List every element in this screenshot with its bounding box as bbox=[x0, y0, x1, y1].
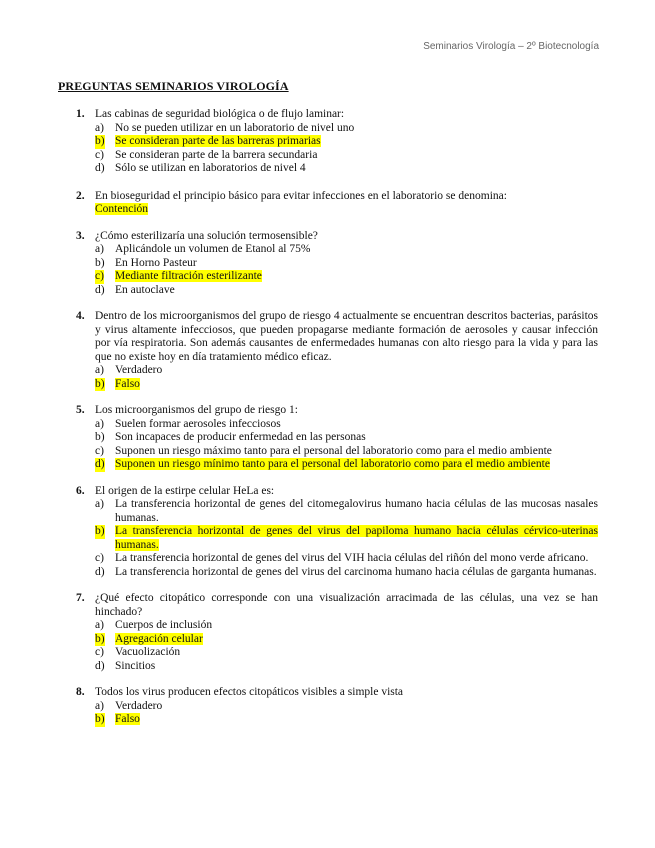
option-letter: d) bbox=[95, 565, 105, 578]
option-letter: c) bbox=[95, 552, 104, 564]
option-list bbox=[95, 243, 598, 297]
option-letter: d) bbox=[95, 283, 105, 296]
question-stem: ¿Cómo esterilizaría una solución termosensible? bbox=[95, 229, 318, 242]
question-item bbox=[58, 108, 598, 176]
question-number: 1. bbox=[76, 108, 85, 120]
answer-option bbox=[95, 633, 598, 647]
option-letter: a) bbox=[95, 364, 104, 376]
option-text: La transferencia horizontal de genes del virus del VIH hacia células del riñón del mono verde africano. bbox=[115, 552, 589, 564]
question-number: 7. bbox=[76, 592, 85, 604]
option-letter: a) bbox=[95, 498, 104, 510]
option-text: No se pueden utilizar en un laboratorio de nivel uno bbox=[115, 121, 355, 134]
option-letter: a) bbox=[95, 243, 104, 255]
option-text-highlighted: La transferencia horizontal de genes del virus del papiloma humano hacia células cérvico-uterinas humanas. bbox=[115, 525, 598, 551]
option-text: Vacuolización bbox=[115, 646, 181, 658]
option-text: Sincitios bbox=[115, 659, 156, 672]
option-letter: d) bbox=[95, 162, 105, 174]
answer-option bbox=[95, 552, 598, 566]
question-stem: Las cabinas de seguridad biológica o de flujo laminar: bbox=[95, 108, 345, 120]
option-letter: b) bbox=[95, 377, 105, 390]
option-text: Suelen formar aerosoles infecciosos bbox=[115, 417, 281, 430]
answer-option bbox=[95, 149, 598, 163]
question-item bbox=[58, 230, 598, 298]
option-text: Verdadero bbox=[115, 699, 163, 712]
option-letter: a) bbox=[95, 619, 104, 631]
answer-option bbox=[95, 713, 598, 727]
question-item bbox=[58, 310, 598, 391]
option-letter: a) bbox=[95, 121, 104, 134]
question-list bbox=[58, 108, 598, 727]
option-list bbox=[95, 122, 598, 176]
option-letter: c) bbox=[95, 444, 104, 457]
answer-option bbox=[95, 700, 598, 714]
option-letter: b) bbox=[95, 256, 105, 269]
option-text: La transferencia horizontal de genes del virus del carcinoma humano hacia células de garganta humanas. bbox=[115, 565, 597, 578]
answer-option bbox=[95, 418, 598, 432]
question-item bbox=[58, 190, 598, 217]
option-text: En Horno Pasteur bbox=[115, 256, 197, 269]
question-stem: Todos los virus producen efectos citopáticos visibles a simple vista bbox=[95, 686, 404, 698]
answer-option bbox=[95, 445, 598, 459]
answer-option bbox=[95, 122, 598, 136]
answer-option bbox=[95, 660, 598, 674]
option-letter: d) bbox=[95, 458, 105, 470]
option-text: Suponen un riesgo máximo tanto para el personal del laboratorio como para el medio ambiente bbox=[115, 444, 552, 457]
option-text: Cuerpos de inclusión bbox=[115, 619, 213, 631]
question-item bbox=[58, 592, 598, 673]
answer-option bbox=[95, 284, 598, 298]
option-text-highlighted: Falso bbox=[115, 377, 140, 390]
option-list bbox=[95, 700, 598, 727]
option-text: La transferencia horizontal de genes del citomegalovirus humano hacia células de las mucosas nasales humanas. bbox=[115, 498, 598, 524]
option-letter: c) bbox=[95, 646, 104, 658]
question-number: 6. bbox=[76, 484, 85, 497]
question-item bbox=[58, 485, 598, 580]
answer-option bbox=[95, 135, 598, 149]
answer-option bbox=[95, 162, 598, 176]
option-text: Aplicándole un volumen de Etanol al 75% bbox=[115, 243, 311, 255]
option-text: Se consideran parte de la barrera secundaria bbox=[115, 148, 318, 161]
option-text-highlighted: Se consideran parte de las barreras primarias bbox=[115, 135, 321, 147]
answer-option bbox=[95, 458, 598, 472]
question-stem: En bioseguridad el principio básico para evitar infecciones en el laboratorio se denomina: bbox=[95, 189, 507, 202]
option-letter: a) bbox=[95, 417, 104, 430]
option-text: Verdadero bbox=[115, 364, 163, 376]
answer-option bbox=[95, 270, 598, 284]
option-text-highlighted: Falso bbox=[115, 713, 140, 725]
answer-option bbox=[95, 243, 598, 257]
answer-option bbox=[95, 498, 598, 525]
option-letter: b) bbox=[95, 632, 105, 645]
option-text-highlighted: Agregación celular bbox=[115, 632, 203, 645]
question-stem: Los microorganismos del grupo de riesgo 1: bbox=[95, 404, 298, 416]
answer-option bbox=[95, 566, 598, 580]
option-text: En autoclave bbox=[115, 283, 175, 296]
option-letter: c) bbox=[95, 270, 104, 282]
option-letter: d) bbox=[95, 659, 105, 672]
question-number: 4. bbox=[76, 310, 85, 322]
option-text-highlighted: Suponen un riesgo mínimo tanto para el personal del laboratorio como para el medio ambiente bbox=[115, 458, 550, 470]
question-stem: ¿Qué efecto citopático corresponde con una visualización arracimada de las células, una vez se han hinchado? bbox=[95, 592, 598, 618]
option-text: Sólo se utilizan en laboratorios de nivel 4 bbox=[115, 162, 306, 174]
option-list bbox=[95, 364, 598, 391]
option-list bbox=[95, 498, 598, 579]
answer-option bbox=[95, 646, 598, 660]
question-number: 5. bbox=[76, 404, 85, 416]
answer-option bbox=[95, 364, 598, 378]
option-letter: a) bbox=[95, 699, 104, 712]
running-header: Seminarios Virología – 2º Biotecnología bbox=[423, 41, 599, 52]
question-number: 2. bbox=[76, 189, 85, 202]
option-text: Son incapaces de producir enfermedad en las personas bbox=[115, 431, 366, 443]
option-letter: b) bbox=[95, 135, 105, 147]
answer-text: Contención bbox=[95, 203, 149, 215]
answer-option bbox=[95, 378, 598, 392]
answer-option bbox=[95, 525, 598, 552]
question-item bbox=[58, 404, 598, 472]
answer-option bbox=[95, 431, 598, 445]
question-number: 3. bbox=[76, 229, 85, 242]
question-item bbox=[58, 686, 598, 727]
option-letter: c) bbox=[95, 148, 104, 161]
question-stem: Dentro de los microorganismos del grupo de riesgo 4 actualmente se encuentran descritos bacterias, parásitos y virus altamente infecciosos, que pueden propagarse mediante formación de aerosoles y causar infección por vía respiratoria. Son además causantes de enfermedades humanas con alto riesgo para la vida y para las que no existe hoy en día tratamiento médico eficaz. bbox=[95, 310, 598, 363]
answer-option bbox=[95, 619, 598, 633]
option-letter: b) bbox=[95, 431, 105, 443]
option-text-highlighted: Mediante filtración esterilizante bbox=[115, 270, 262, 282]
question-stem: El origen de la estirpe celular HeLa es: bbox=[95, 484, 275, 497]
option-list bbox=[95, 619, 598, 673]
option-list bbox=[95, 418, 598, 472]
option-letter: b) bbox=[95, 525, 105, 537]
document-title: PREGUNTAS SEMINARIOS VIROLOGÍA bbox=[58, 79, 289, 93]
question-number: 8. bbox=[76, 686, 85, 698]
option-letter: b) bbox=[95, 713, 105, 725]
answer-option bbox=[95, 257, 598, 271]
